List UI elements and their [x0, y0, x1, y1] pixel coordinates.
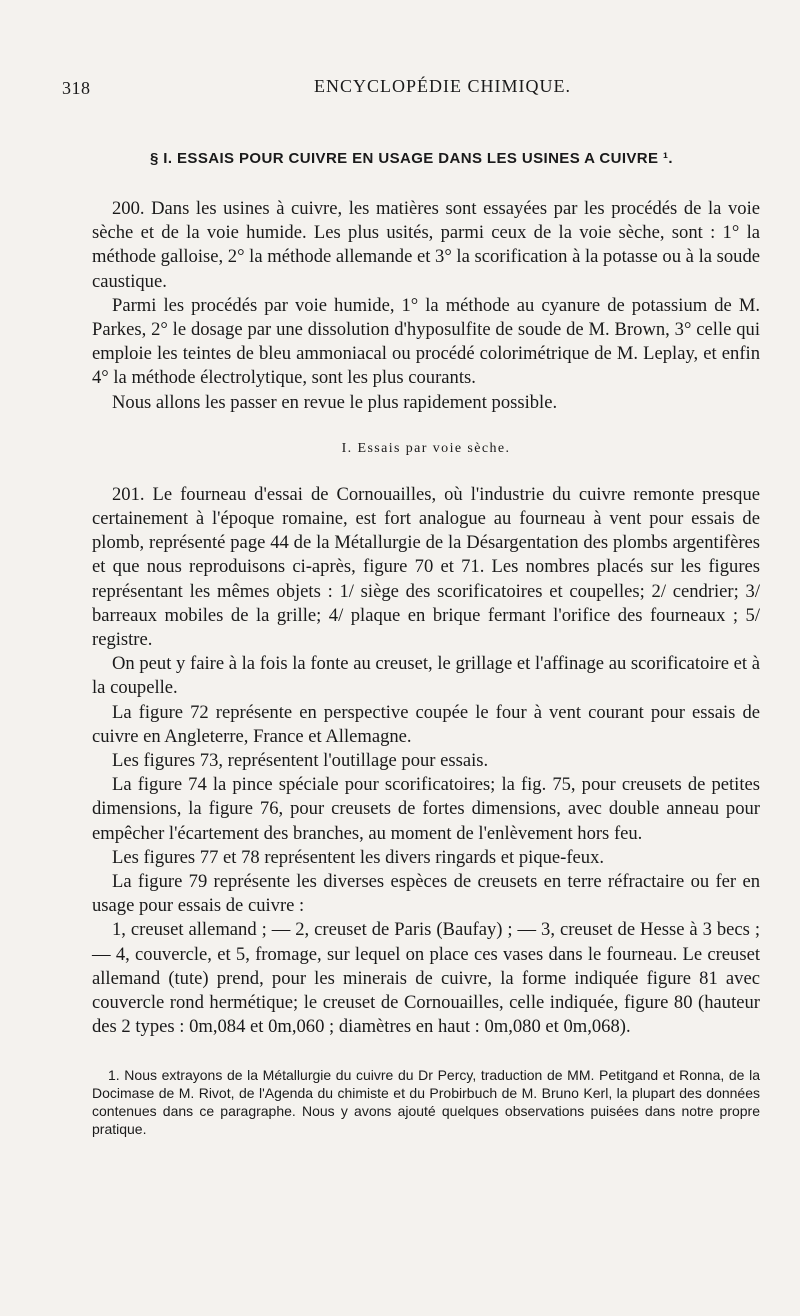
page-header: [62, 72, 760, 112]
body-text: [92, 197, 760, 1040]
paragraph-201: 201. Le fourneau d'essai de Cornouailles, où l'industrie du cuivre remonte presque certainement à l'époque romaine, est fort analogue au fourneau à vent pour essais de plomb, représenté page 44 de la Métallurgie de la Désargentation des plombs argentifères et que nous reproduisons ci-après, figure 70 et 71. Les nombres placés sur les figures représentant les mêmes objets : 1/ siège des scorificatoires et coupelles; 2/ cendrier; 3/ barreaux mobiles de la grille; 4/ plaque en brique fermant l'orifice des fourneaux ; 5/ registre.: [92, 483, 760, 651]
paragraph-200: 200. Dans les usines à cuivre, les matières sont essayées par les procédés de la voie sèche et de la voie humide. Les plus usités, parmi ceux de la voie sèche, sont : 1° la méthode galloise, 2° la méthode allemande et 3° la scorification à la potasse ou à la soude caustique.: [92, 198, 761, 292]
paragraph-201-fonte: On peut y faire à la fois la fonte au creuset, le grillage et l'affinage au scorificatoire et à la coupelle.: [92, 653, 760, 699]
paragraph-201-figure-79: La figure 79 représente les diverses espèces de creusets en terre réfractaire ou fer en usage pour essais de cuivre :: [92, 871, 760, 917]
paragraph-200-revue: Nous allons les passer en revue le plus rapidement possible.: [112, 391, 558, 413]
paragraph-201-creusets: 1, creuset allemand ; — 2, creuset de Paris (Baufay) ; — 3, creuset de Hesse à 3 becs ; — 4, couvercle, et 5, fromage, sur lequel on place ces vases dans le fourneau. Le creuset allemand (tute) prend, pour les minerais de cuivre, la forme indiquée figure 81 avec couvercle rond hermétique; le creuset de Cornouailles, celle indiquée, figure 80 (hauteur des 2 types : 0m,084 et 0m,060 ; diamètres en haut : 0m,080 et 0m,068).: [92, 919, 760, 1038]
page-number: 318: [62, 78, 91, 98]
paragraph-200-humide: Parmi les procédés par voie humide, 1° la méthode au cyanure de potassium de M. Parkes, 2° le dosage par une dissolution d'hyposulfite de soude de M. Brown, 3° celle qui emploie les teintes de bleu ammoniacal ou procédé colorimétrique de M. Leplay, et enfin 4° la méthode électrolytique, sont les plus courants.: [92, 294, 760, 389]
paragraph-201-figure-74: La figure 74 la pince spéciale pour scorificatoires; la fig. 75, pour creusets de petites dimensions, la figure 76, pour creusets de fortes dimensions, avec double anneau pour empêcher l'écartement des branches, au moment de l'enlèvement hors feu.: [92, 774, 760, 844]
running-title: ENCYCLOPÉDIE CHIMIQUE.: [314, 76, 571, 96]
footnote: 1. Nous extrayons de la Métallurgie du cuivre du Dr Percy, traduction de MM. Petitgand et Ronna, de la Docimase de M. Rivot, de l'Agenda du chimiste et du Probirbuch de M. Bruno Kerl, la plupart des données contenues dans ce paragraphe. Nous y avons ajouté quelques observations puisées dans notre propre pratique.: [92, 1066, 760, 1137]
section-title: § I. ESSAIS POUR CUIVRE EN USAGE DANS LES USINES A CUIVRE ¹.: [150, 150, 673, 167]
subsection-title: I. Essais par voie sèche.: [341, 440, 511, 456]
paragraph-201-figure-72: La figure 72 représente en perspective coupée le four à vent courant pour essais de cuivre en Angleterre, France et Allemagne.: [92, 701, 760, 747]
paragraph-201-figures-77-78: Les figures 77 et 78 représentent les divers ringards et pique-feux.: [112, 846, 605, 868]
paragraph-201-figures-73: Les figures 73, représentent l'outillage pour essais.: [112, 750, 489, 772]
